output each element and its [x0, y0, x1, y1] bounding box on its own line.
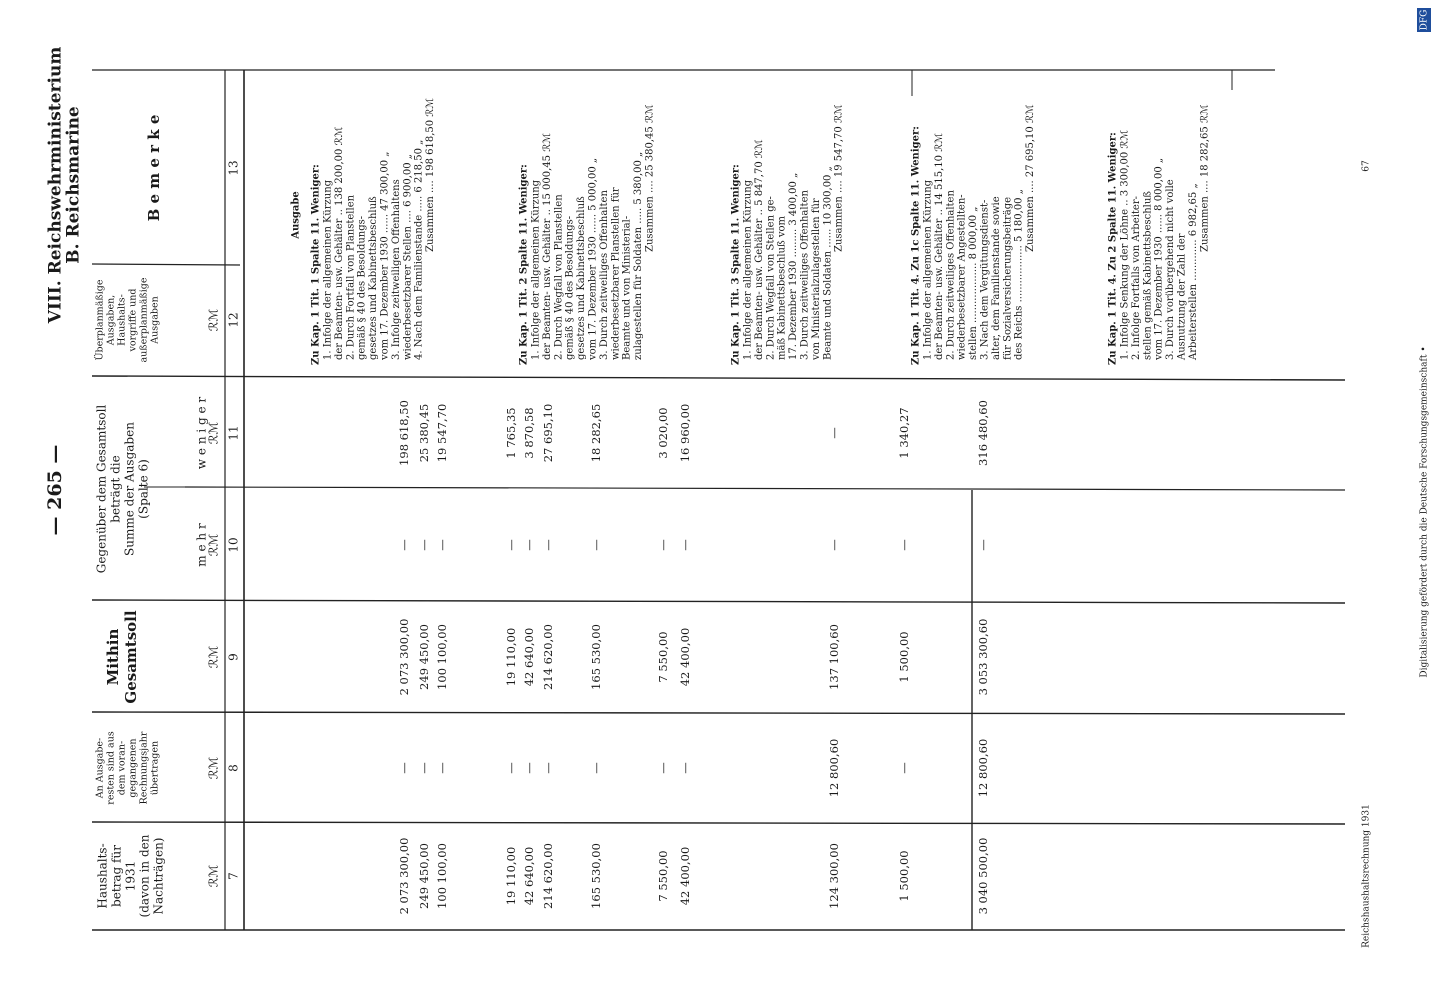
column-number: 10 [226, 537, 241, 553]
page-title: VIII. Reichswehrministerium [45, 46, 66, 324]
table-cell-c9: 42 400,00 [678, 627, 692, 687]
remark-line: 2. Durch Fortfall von Planstellen [345, 194, 357, 360]
table-cell-c7: 100 100,00 [435, 843, 449, 909]
table-cell-c10: — [897, 539, 911, 551]
remark-block-total: Zusammen .... 18 282,65 ℛℳ [1199, 104, 1211, 252]
table-cell-c8: — [522, 762, 536, 774]
table-cell-c11: — [827, 427, 841, 439]
col10-header: m e h r [194, 523, 209, 567]
table-cell-c10: — [541, 539, 555, 551]
col9-header: Mithin [104, 628, 122, 686]
table-cell-c8: — [589, 762, 603, 774]
table-cell-c10: — [522, 539, 536, 551]
col8-header: gegangenen [127, 738, 139, 798]
remark-line: mäß Kabinettsbeschluß vom [776, 215, 788, 360]
col12-header: Überplanmäßige [94, 279, 106, 361]
remark-line: vom 17. Dezember 1930 ...... 5 000,00 „ [587, 157, 599, 360]
col8-header: An Ausgabe- [94, 737, 106, 799]
table-cell-c10: — [417, 539, 431, 551]
remark-line: 2. Durch zeitweiliges Offenhalten [945, 190, 957, 360]
table-cell-c8: — [435, 762, 449, 774]
table-cell-c7: 165 530,00 [589, 843, 603, 909]
col10-11-header: Gegenüber dem Gesamtsoll [94, 404, 109, 574]
unit-label: ℛℳ [206, 421, 221, 445]
table-cell-c8: — [417, 762, 431, 774]
remark-block-total: Zusammen .... 25 380,45 ℛℳ [644, 104, 656, 252]
column-number: 12 [226, 312, 241, 328]
remark-line: der Beamten- usw. Gehälter .. 5 847,70 ℛℳ [753, 139, 765, 360]
table-cell-c10: — [678, 539, 692, 551]
total-cell-c8: 12 800,60 [976, 738, 990, 798]
remark-line: 17. Dezember 1930 ......... 3 400,00 „ [788, 172, 800, 360]
table-cell-c10: — [589, 539, 603, 551]
footer-right: 67 [1361, 160, 1372, 172]
column-number: 13 [226, 160, 241, 176]
col8-header: übertragen [149, 740, 161, 796]
remark-line: der Beamten- usw. Gehälter .. 138 200,00 ℛℳ [333, 126, 345, 360]
unit-label: ℛℳ [206, 756, 221, 780]
remark-line: zulagestellen für Soldaten ..... 5 380,00 „ [633, 151, 645, 360]
page-content [44, 8, 1431, 948]
remark-line: der Beamten- usw. Gehälter .. 15 000,45 ℛℳ [541, 133, 553, 360]
table-cell-c7: 42 400,00 [678, 846, 692, 906]
remark-line: 2. Durch Wegfall von Stellen ge- [765, 196, 777, 360]
unit-label: ℛℳ [206, 308, 221, 332]
col7-header: (davon in den [137, 834, 152, 918]
remark-block-total: Zusammen .... 19 547,70 ℛℳ [833, 104, 845, 252]
remark-line: gemäß § 40 des Besoldungs- [564, 215, 576, 360]
col12-header: vorgriffe und [127, 288, 139, 352]
table-cell-c7: 42 640,00 [522, 846, 536, 906]
col7-header: betrag für [109, 845, 124, 907]
remark-line: alter, dem Familienstande sowie [990, 196, 1002, 360]
remark-line: 3. Durch zeitweiliges Offenhalten [598, 190, 610, 360]
remark-block-head: Zu Kap. 1 Tit. 2 Spalte 11. Weniger: [518, 164, 530, 365]
remark-line: Ausnutzung der Zahl der [1176, 233, 1188, 360]
col11-header: w e n i g e r [194, 396, 209, 470]
remark-block-total: Zusammen .... 198 618,50 ℛℳ [425, 98, 437, 252]
remark-line: gesetzes und Kabinettsbeschluß [576, 196, 588, 360]
table-cell-c11: 3 020,00 [656, 407, 670, 459]
table-cell-c7: 7 550,00 [656, 850, 670, 902]
table-cell-c11: 1 765,35 [504, 407, 518, 459]
remark-line: 2. Durch Wegfall von Planstellen [553, 194, 565, 360]
total-cell-c11: 316 480,60 [976, 400, 990, 466]
remark-line: vom 17. Dezember 1930 ...... 8 000,00 „ [1153, 157, 1165, 360]
remark-block-head: Zu Kap. 1 Tit. 4. Zu 1c Spalte 11. Weniger: [910, 126, 922, 365]
footer-left: Reichshaushaltsrechnung 1931 [1361, 804, 1372, 948]
table-cell-c8: — [504, 762, 518, 774]
remark-block-head: Zu Kap. 1 Tit. 3 Spalte 11. Weniger: [730, 164, 742, 365]
table-cell-c8: — [397, 762, 411, 774]
remark-line: vom 17. Dezember 1930 ...... 47 300,00 „ [379, 151, 391, 360]
table-cell-c10: — [656, 539, 670, 551]
table-cell-c9: 19 110,00 [504, 627, 518, 687]
col7-header: Haushalts- [95, 843, 110, 909]
col12-header: Ausgaben [149, 296, 161, 344]
remark-line: 1. Infolge der allgemeinen Kürzung [922, 179, 934, 360]
remark-line: 1. Infolge der allgemeinen Kürzung [322, 179, 334, 360]
remark-line: wiederbesetzbarer Planstellen für [610, 187, 622, 360]
remark-line: des Reichs .................. 5 180,00 „ [1013, 189, 1025, 360]
remark-line: 3. Durch zeitweiliges Offenhalten [799, 190, 811, 360]
remark-line: 3. Durch vorübergehend nicht volle [1165, 179, 1177, 360]
remark-line: 1. Infolge der allgemeinen Kürzung [530, 179, 542, 360]
table-cell-c7: 19 110,00 [504, 846, 518, 906]
page-subtitle: B. Reichsmarine [63, 106, 84, 264]
table-cell-c7: 1 500,00 [897, 850, 911, 902]
table-cell-c11: 16 960,00 [678, 403, 692, 463]
table-cell-c11: 19 547,70 [435, 403, 449, 463]
table-cell-c11: 3 870,58 [522, 407, 536, 459]
col10-11-header: (Spalte 6) [136, 459, 151, 519]
col10-11-header: Summe der Ausgaben [122, 422, 137, 556]
table-cell-c9: 214 620,00 [541, 624, 555, 690]
table-cell-c9: 1 500,00 [897, 631, 911, 683]
remark-line: 2. Infolge Fortfalls von Arbeiter- [1130, 195, 1142, 360]
col8-header: dem voran- [116, 740, 128, 796]
remark-line: der Beamten- usw. Gehälter .. 14 515,10 ℛℳ [933, 133, 945, 360]
remark-line: von Ministerialzulagestellen für [810, 198, 822, 360]
remark-line: gesetzes und Kabinettsbeschluß [368, 196, 380, 360]
table-cell-c7: 249 450,00 [417, 843, 431, 909]
remark-line: wiederbesetzbarer Angestellten- [956, 194, 968, 360]
unit-label: ℛℳ [206, 533, 221, 557]
table-cell-c8: — [678, 762, 692, 774]
table-cell-c10: — [435, 539, 449, 551]
table-cell-c8: 12 800,60 [827, 738, 841, 798]
unit-label: ℛℳ [206, 864, 221, 888]
remark-line: stellen ................... 8 000,00 „ [968, 206, 980, 360]
table-cell-c9: 2 073 300,00 [397, 618, 411, 696]
col9-header: Gesamtsoll [122, 610, 140, 704]
table-cell-c7: 214 620,00 [541, 843, 555, 909]
table-cell-c11: 1 340,27 [897, 407, 911, 459]
column-number: 11 [226, 425, 241, 441]
dfg-logo-text: DFG [1419, 9, 1430, 31]
table-cell-c9: 137 100,60 [827, 624, 841, 690]
col12-header: außerplanmäßige [138, 277, 150, 363]
total-cell-c9: 3 053 300,60 [976, 618, 990, 696]
table-cell-c8: — [656, 762, 670, 774]
remark-block-total: Zusammen .... 27 695,10 ℛℳ [1025, 104, 1037, 252]
unit-label: ℛℳ [206, 645, 221, 669]
table-cell-c8: — [897, 762, 911, 774]
remark-line: stellen gemäß Kabinettsbeschluß [1142, 191, 1154, 360]
table-cell-c9: 249 450,00 [417, 624, 431, 690]
col8-header: Rechnungsjahr [138, 731, 150, 805]
table-cell-c10: — [827, 539, 841, 551]
remark-line: 1. Infolge der allgemeinen Kürzung [742, 179, 754, 360]
col12-header: Ausgaben, [105, 294, 117, 346]
table-cell-c11: 27 695,10 [541, 403, 555, 463]
remark-line: Arbeiterstellen ............. 6 982,65 „ [1187, 183, 1199, 360]
col7-header: Nachträgen) [151, 837, 166, 915]
table-cell-c10: — [504, 539, 518, 551]
remark-line: 3. Nach dem Vergütungsdienst- [979, 199, 991, 360]
col12-header: Haushalts- [116, 294, 128, 346]
table-cell-c11: 25 380,45 [417, 403, 431, 463]
remark-line: für Sozialversicherungsbeiträge [1002, 196, 1014, 360]
table-cell-c10: — [397, 539, 411, 551]
remark-block-head: Zu Kap. 1 Tit. 1 Spalte 11. Weniger: [310, 164, 322, 365]
col7-header: 1931 [123, 860, 138, 892]
page-number: — 265 — [44, 444, 66, 536]
remark-line: gemäß § 40 des Besoldungs- [356, 215, 368, 360]
remark-line: Beamte und von Ministerial- [621, 215, 633, 360]
table-cell-c9: 100 100,00 [435, 624, 449, 690]
remark-line: 3. Infolge zeitweiligen Offenhaltens [390, 179, 402, 360]
table-cell-c7: 2 073 300,00 [397, 837, 411, 915]
remark-line: Beamte und Soldaten ...... 10 300,00 „ [822, 166, 834, 360]
col10-11-header: beträgt die [108, 455, 123, 523]
total-cell-c10: — [976, 539, 990, 551]
remark-block-head: Zu Kap. 1 Tit. 4. Zu 2 Spalte 11. Weniger: [1107, 132, 1119, 365]
table-cell-c9: 42 640,00 [522, 627, 536, 687]
table-cell-c9: 7 550,00 [656, 631, 670, 683]
total-cell-c7: 3 040 500,00 [976, 837, 990, 915]
table-cell-c7: 124 300,00 [827, 843, 841, 909]
remark-line: 1. Infolge Senkung der Löhne .. 3 300,00 ℛℳ [1119, 129, 1131, 360]
col13-header: B e m e r k e [145, 114, 163, 222]
remark-line: wiederbesetzbarer Stellen .... 6 900,00 „ [402, 154, 414, 360]
column-number: 8 [226, 764, 241, 772]
column-number: 7 [226, 872, 241, 880]
table-cell-c11: 18 282,65 [589, 403, 603, 463]
remark-line: 4. Nach dem Familienstande ..... 6 218,50 „ [413, 139, 425, 360]
table-cell-c8: — [541, 762, 555, 774]
table-cell-c11: 198 618,50 [397, 400, 411, 466]
remarks-heading: Ausgabe [290, 191, 302, 239]
table-cell-c9: 165 530,00 [589, 624, 603, 690]
dfg-credit: Digitalisierung gefördert durch die Deutsche Forschungsgemeinschaft • [1419, 346, 1430, 678]
col8-header: resten sind aus [105, 731, 117, 805]
column-number: 9 [226, 653, 241, 661]
